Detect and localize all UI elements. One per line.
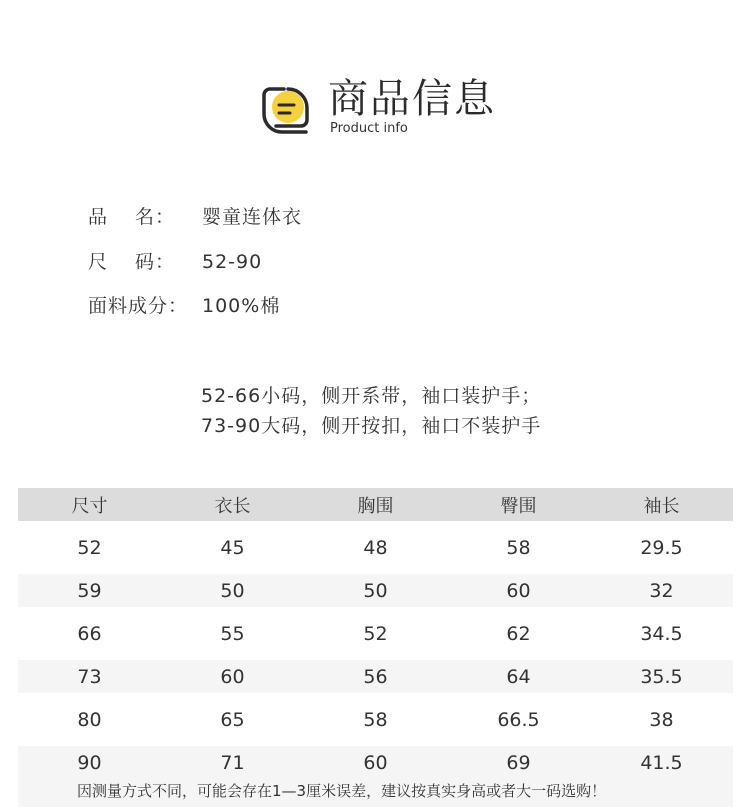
table-row [18, 574, 733, 607]
info-label: 品 名： [88, 206, 176, 228]
table-cell: 69 [506, 751, 531, 774]
table-cell: 38 [649, 708, 674, 731]
table-cell: 64 [506, 665, 531, 688]
table-header [18, 488, 733, 521]
table-cell: 58 [506, 536, 531, 559]
table-cell: 62 [506, 622, 531, 645]
table-cell: 66 [77, 622, 102, 645]
table-row [18, 521, 733, 574]
table-cell: 60 [506, 579, 531, 602]
info-value: 100%棉 [202, 295, 281, 317]
info-label: 尺 码： [88, 251, 176, 273]
table-cell: 65 [220, 708, 245, 731]
table-cell: 52 [77, 536, 102, 559]
table-cell: 55 [220, 622, 245, 645]
table-cell: 34.5 [640, 622, 683, 645]
table-row [18, 607, 733, 660]
table-cell: 32 [649, 579, 674, 602]
table-cell: 73 [77, 665, 102, 688]
table-cell: 56 [363, 665, 388, 688]
column-header: 袖长 [643, 495, 680, 517]
table-cell: 45 [220, 536, 245, 559]
table-cell: 50 [363, 579, 388, 602]
table-cell: 80 [77, 708, 102, 731]
column-header: 胸围 [357, 495, 394, 517]
table-cell: 90 [77, 751, 102, 774]
table-cell: 59 [77, 579, 102, 602]
table-cell: 50 [220, 579, 245, 602]
column-header: 臀围 [500, 495, 537, 517]
info-value: 52-90 [202, 251, 263, 273]
info-row-name [88, 202, 302, 229]
table-cell: 35.5 [640, 665, 683, 688]
table-cell: 41.5 [640, 751, 683, 774]
table-cell: 60 [220, 665, 245, 688]
column-header: 尺寸 [71, 495, 108, 517]
table-cell: 71 [220, 751, 245, 774]
info-row-size [88, 247, 262, 274]
table-cell: 66.5 [497, 708, 540, 731]
page-subtitle: Product info [330, 121, 408, 136]
info-value: 婴童连体衣 [202, 206, 303, 228]
size-note-small: 52-66小码，侧开系带，袖口装护手； [201, 385, 542, 407]
footnote-text: 因测量方式不同，可能会存在1—3厘米误差，建议按真实身高或者大一码选购！ [77, 782, 607, 800]
table-cell: 29.5 [640, 536, 683, 559]
info-label: 面料成分： [88, 295, 189, 317]
table-row [18, 660, 733, 693]
table-row [18, 693, 733, 746]
section-header [262, 76, 502, 136]
table-cell: 58 [363, 708, 388, 731]
table-cell: 52 [363, 622, 388, 645]
page-title: 商品信息 [328, 76, 496, 122]
size-table [18, 488, 733, 779]
list-doc-icon [262, 84, 312, 134]
table-cell: 48 [363, 536, 388, 559]
measurement-footnote [18, 774, 733, 807]
table-cell: 60 [363, 751, 388, 774]
column-header: 衣长 [214, 495, 251, 517]
info-row-fabric [88, 291, 280, 318]
size-note-large: 73-90大码，侧开按扣，袖口不装护手 [201, 415, 542, 437]
